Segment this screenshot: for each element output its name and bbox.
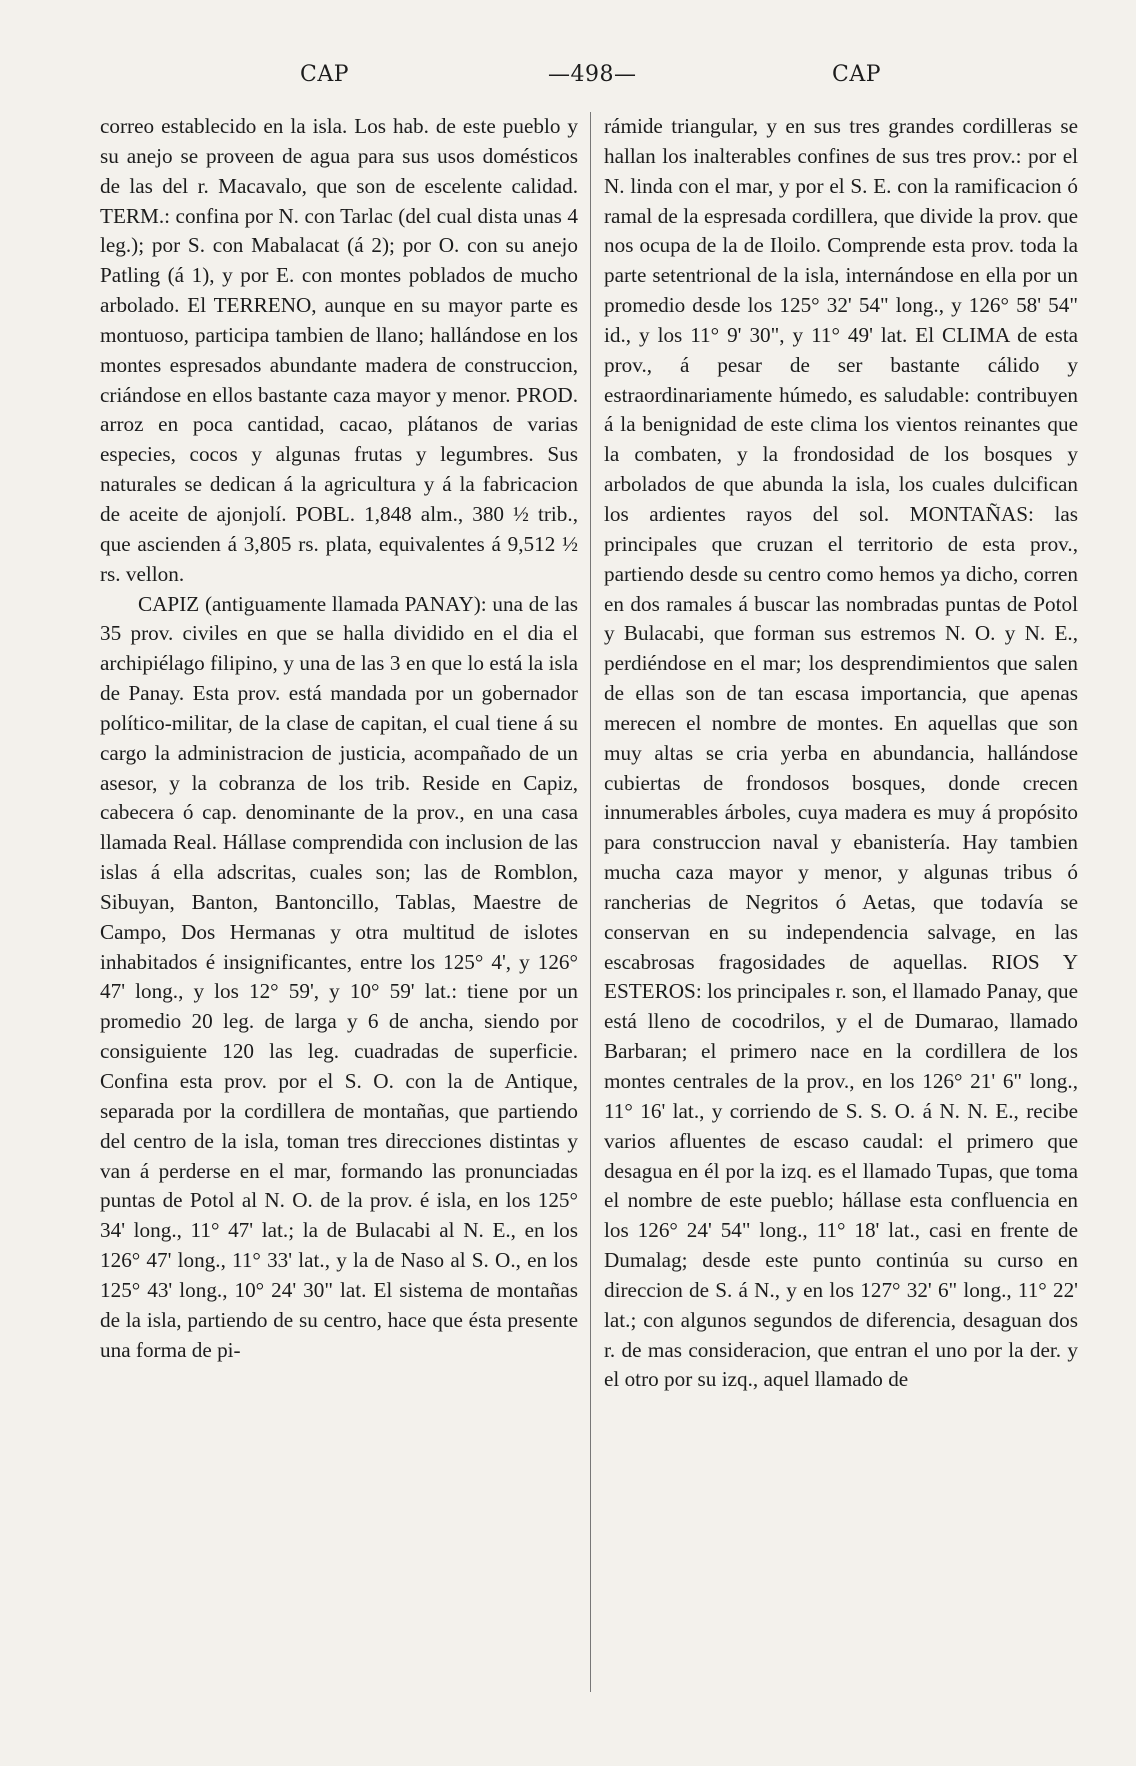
right-column — [604, 112, 1078, 1395]
running-head-right: CAP — [832, 62, 882, 87]
right-paragraph-1: rámide triangular, y en sus tres grandes cordilleras se hallan los inalterables confines de sus tres prov.: por el N. linda con el mar, y por el S. E. con la ramificacion ó ramal de la espresada cordillera, que divide la prov. que nos ocupa de la de Iloilo. Comprende esta prov. toda la parte setentrional de la isla, internándose en ella por un promedio desde los 125° 32' 54" long., y 126° 58' 54" id., y los 11° 9' 30", y 11° 49' lat. El CLIMA de esta prov., á pesar de ser bastante cálido y estraordinariamente húmedo, es saludable: contribuyen á la benignidad de este clima los vientos reinantes que la combaten, y la frondosidad de los bosques y arbolados de que abunda la isla, los cuales dulcifican los ardientes rayos del sol. MONTAÑAS: las principales que cruzan el territorio de esta prov., partiendo desde su centro como hemos ya dicho, corren en dos ramales á buscar las nombradas puntas de Potol y Bulacabi, que forman sus estremos N. O. y N. E., perdiéndose en el mar; los desprendimientos que salen de ellas son de tan escasa importancia, que apenas merecen el nombre de montes. En aquellas que son muy altas se cria yerba en abundancia, hallándose cubiertas de frondosos bosques, donde crecen innumerables árboles, cuya madera es muy á propósito para construccion naval y ebanistería. Hay tambien mucha caza mayor y menor, y algunas tribus ó rancherias de Negritos ó Aetas, que todavía se conservan en su independencia salvage, en las escabrosas fragosidades de aquellas. RIOS Y ESTEROS: los principales r. son, el llamado Panay, que está lleno de cocodrilos, y el de Dumarao, llamado Barbaran; el primero nace en la cordillera de los montes centrales de la prov., en los 126° 21' 6" long., 11° 16' lat., y corriendo de S. S. O. á N. N. E., recibe varios afluentes de escaso caudal: el primero que desagua en él por la izq. es el llamado Tupas, que toma el nombre de este pueblo; hállase esta confluencia en los 126° 24' 54" long., 11° 18' lat., casi en frente de Dumalag; desde este punto continúa su curso en direccion de S. á N., y en los 127° 32' 6" long., 11° 22' lat.; con algunos segundos de diferencia, desaguan dos r. de mas consideracion, que entran el uno por la der. y el otro por su izq., aquel llamado de — [604, 114, 1078, 1392]
left-paragraph-2: CAPIZ (antiguamente llamada PANAY): una de las 35 prov. civiles en que se halla dividido en el dia el archipiélago filipino, y una de las 3 en que lo está la isla de Panay. Esta prov. está mandada por un gobernador político-militar, de la clase de capitan, el cual tiene á su cargo la administracion de justicia, acompañado de un asesor, y la cobranza de los trib. Reside en Capiz, cabecera ó cap. denominante de la prov., en una casa llamada Real. Hállase comprendida con inclusion de las islas á ella adscritas, cuales son; las de Romblon, Sibuyan, Banton, Bantoncillo, Tablas, Maestre de Campo, Dos Hermanas y otra multitud de islotes inhabitados é insignificantes, entre los 125° 4', y 126° 47' long., y los 12° 59', y 10° 59' lat.: tiene por un promedio 20 leg. de larga y 6 de ancha, siendo por consiguiente 120 las leg. cuadradas de superficie. Confina esta prov. por el S. O. con la de Antique, separada por la cordillera de montañas, que partiendo del centro de la isla, toman tres direcciones distintas y van á perderse en el mar, formando las pronunciadas puntas de Potol al N. O. de la prov. é isla, en los 125° 34' long., 11° 47' lat.; la de Bulacabi al N. E., en los 126° 47' long., 11° 33' lat., y la de Naso al S. O., en los 125° 43' long., 10° 24' 30" lat. El sistema de montañas de la isla, partiendo de su centro, hace que ésta presente una forma de pi- — [100, 591, 578, 1362]
left-paragraph-1: correo establecido en la isla. Los hab. de este pueblo y su anejo se proveen de agua para sus usos domésticos de las del r. Macavalo, que son de escelente calidad. TERM.: confina por N. con Tarlac (del cual dista unas 4 leg.); por S. con Mabalacat (á 2); por O. con su anejo Patling (á 1), y por E. con montes poblados de mucho arbolado. El TERRENO, aunque en su mayor parte es montuoso, participa tambien de llano; hallándose en los montes espresados abundante madera de construccion, criándose en ellos bastante caza mayor y menor. PROD. arroz en poca cantidad, cacao, plátanos de varias especies, cocos y algunas frutas y legumbres. Sus naturales se dedican á la agricultura y á la fabricacion de aceite de ajonjolí. POBL. 1,848 alm., 380 ½ trib., que ascienden á 3,805 rs. plata, equivalentes á 9,512 ½ rs. vellon. — [100, 114, 578, 586]
page-number: —498— — [548, 62, 637, 87]
column-divider — [590, 112, 591, 1692]
left-column — [100, 112, 578, 1365]
running-head-left: CAP — [300, 62, 350, 87]
